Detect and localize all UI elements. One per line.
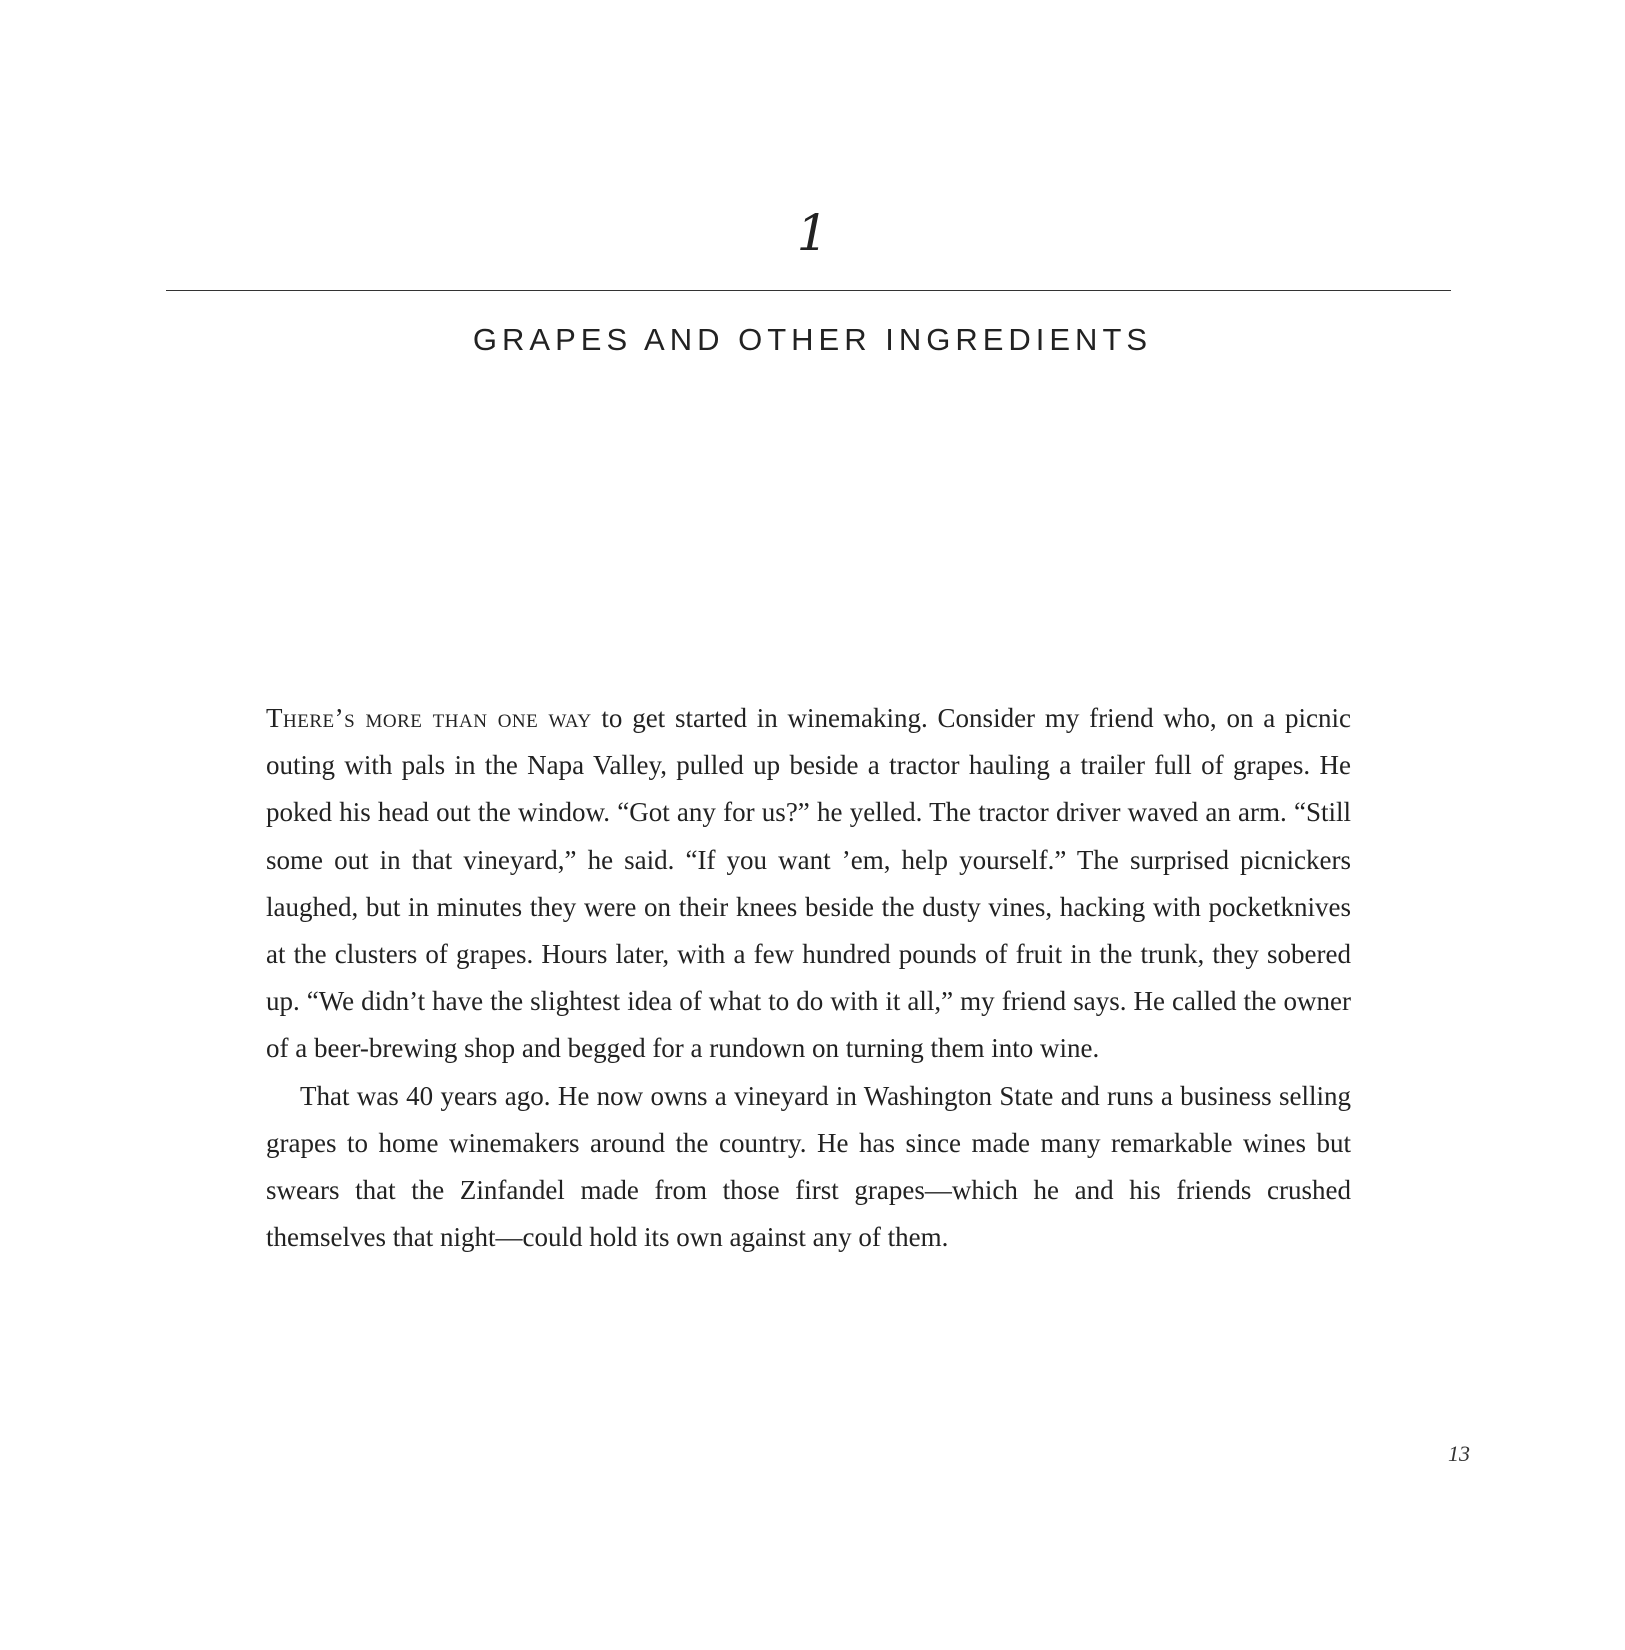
paragraph-1-lead-in: There’s more than one way xyxy=(266,703,592,733)
chapter-number: 1 xyxy=(796,204,829,262)
paragraph-1-text: to get started in winemaking. Consider my friend who, on a picnic outing with pals in the Napa Valley, pulled up beside a tractor hauling a trailer full of grapes. He poked his head out the window. “Got any for us?” he yelled. The tractor driver waved an arm. “Still some out in that vineyard,” he said. “If you want ’em, help yourself.” The surprised picnickers laughed, but in minutes they were on their knees beside the dusty vines, hacking with pocketknives at the clusters of grapes. Hours later, with a few hundred pounds of fruit in the trunk, they sobered up. “We didn’t have the slightest idea of what to do with it all,” my friend says. He called the owner of a beer-brewing shop and begged for a rundown on turning them into wine. xyxy=(266,703,1351,1064)
body-text xyxy=(266,695,1351,1261)
paragraph-2: That was 40 years ago. He now owns a vineyard in Washington State and runs a business selling grapes to home winemakers around the country. He has since made many remarkable wines but swears that the Zinfandel made from those first grapes—which he and his friends crushed themselves that night—could hold its own against any of them. xyxy=(266,1080,1351,1253)
paragraph-1 xyxy=(266,695,1351,1073)
page-number: 13 xyxy=(1448,1441,1470,1466)
chapter-title: GRAPES AND OTHER INGREDIENTS xyxy=(472,322,1153,357)
chapter-divider-rule xyxy=(166,290,1451,291)
